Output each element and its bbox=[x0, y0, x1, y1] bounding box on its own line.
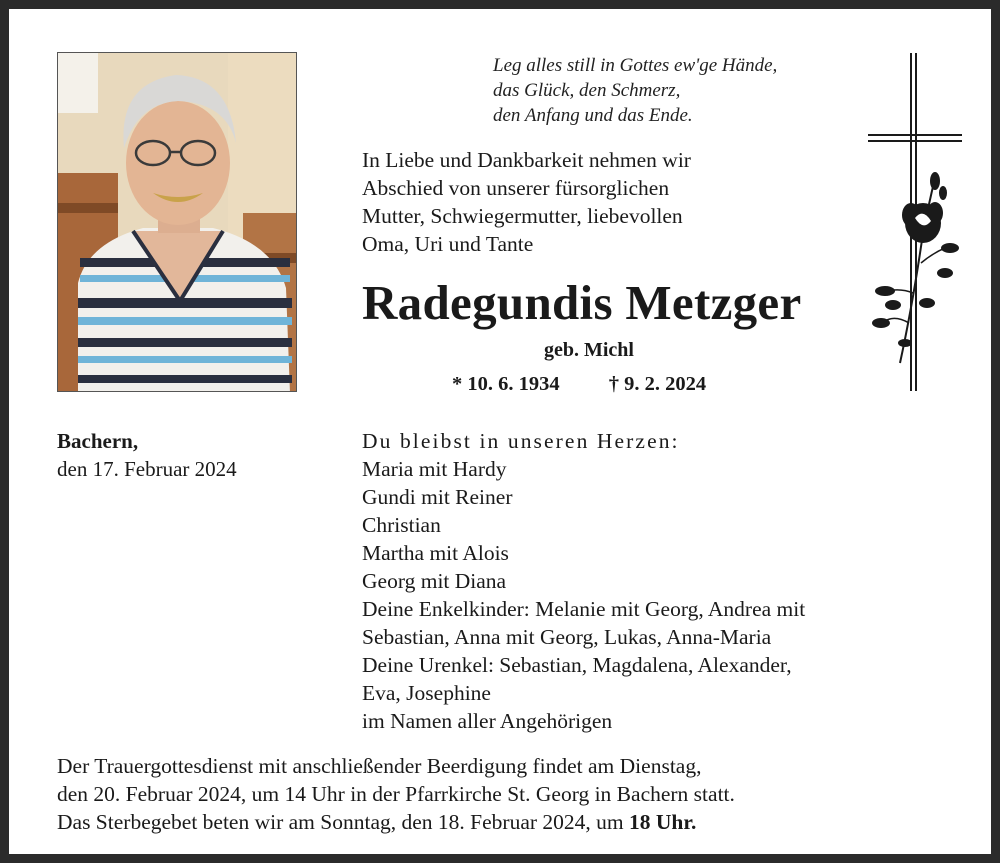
mourner-line: Martha mit Alois bbox=[362, 541, 509, 565]
life-dates bbox=[452, 373, 706, 396]
intro-line: Oma, Uri und Tante bbox=[362, 232, 534, 256]
funeral-line: Der Trauergottesdienst mit anschließender Beerdigung findet am Dienstag, bbox=[57, 754, 702, 778]
place-and-date bbox=[57, 427, 237, 483]
mourner-line: im Namen aller Angehörigen bbox=[362, 709, 613, 733]
town: Bachern, bbox=[57, 429, 139, 453]
prayer-text: Das Sterbegebet beten wir am Sonntag, den 18. Februar 2024, um bbox=[57, 810, 624, 834]
mourner-line: Deine Enkelkinder: Melanie mit Georg, Andrea mit bbox=[362, 597, 806, 621]
mourner-line: Deine Urenkel: Sebastian, Magdalena, Alexander, bbox=[362, 653, 792, 677]
mourner-line: Gundi mit Reiner bbox=[362, 485, 513, 509]
maiden-name: geb. Michl bbox=[544, 339, 634, 361]
intro-line: Abschied von unserer fürsorglichen bbox=[362, 176, 670, 200]
prayer-time: 18 Uhr. bbox=[629, 810, 697, 834]
mourner-line: Maria mit Hardy bbox=[362, 457, 507, 481]
farewell-intro bbox=[362, 146, 691, 258]
mourner-line: Christian bbox=[362, 513, 441, 537]
mourners-list bbox=[362, 427, 805, 735]
portrait-photo bbox=[57, 52, 297, 392]
verse-line: das Glück, den Schmerz, bbox=[493, 80, 681, 101]
mourner-line: Sebastian, Anna mit Georg, Lukas, Anna-Maria bbox=[362, 625, 772, 649]
funeral-details bbox=[57, 752, 735, 836]
memorial-verse bbox=[493, 53, 777, 128]
deceased-name: Radegundis Metzger bbox=[362, 275, 802, 330]
verse-line: Leg alles still in Gottes ew'ge Hände, bbox=[493, 55, 778, 76]
cross-with-rose-icon bbox=[865, 53, 965, 393]
funeral-line: den 20. Februar 2024, um 14 Uhr in der Pfarrkirche St. Georg in Bachern statt. bbox=[57, 782, 735, 806]
intro-line: Mutter, Schwiegermutter, liebevollen bbox=[362, 204, 683, 228]
mourner-line: Eva, Josephine bbox=[362, 681, 491, 705]
verse-line: den Anfang und das Ende. bbox=[493, 105, 693, 126]
intro-line: In Liebe und Dankbarkeit nehmen wir bbox=[362, 148, 691, 172]
mourner-line: Georg mit Diana bbox=[362, 569, 507, 593]
notice-date: den 17. Februar 2024 bbox=[57, 457, 237, 481]
death-date: † 9. 2. 2024 bbox=[608, 373, 707, 395]
funeral-line bbox=[57, 808, 735, 836]
mourners-heading: Du bleibst in unseren Herzen: bbox=[362, 429, 680, 453]
birth-date: * 10. 6. 1934 bbox=[452, 373, 560, 395]
